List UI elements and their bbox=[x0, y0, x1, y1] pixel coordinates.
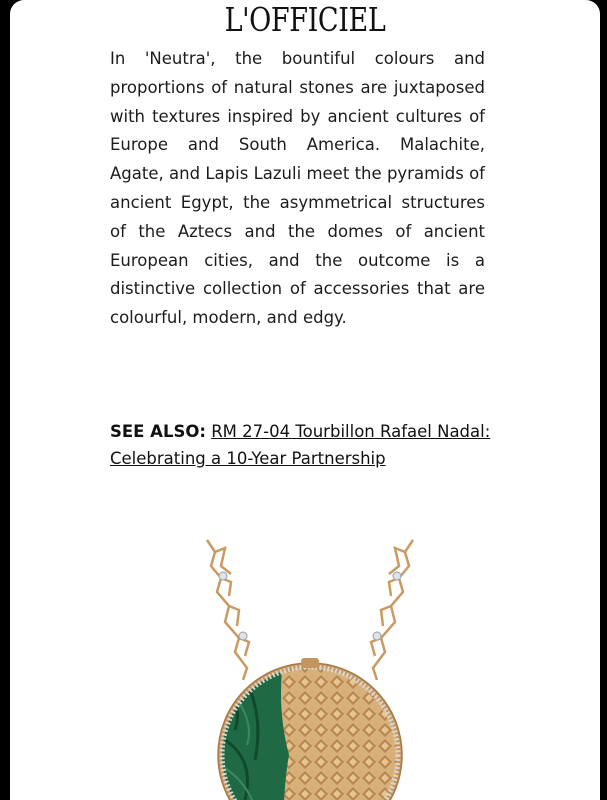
see-also bbox=[110, 418, 510, 472]
see-also-link[interactable]: RM 27-04 Tourbillon Rafael Nadal: Celebrating a 10-Year Partnership bbox=[110, 422, 491, 468]
brand-logo[interactable]: L'OFFICIEL bbox=[224, 0, 386, 39]
left-chain bbox=[207, 540, 249, 680]
right-chain bbox=[371, 540, 413, 680]
article-paragraph: In 'Neutra', the bountiful colours and proportions of natural stones are juxtaposed with textures inspired by ancient cultures of Europe and South America. Malachite, Agate, and Lapis Lazuli meet the pyramids of ancient Egypt, the asymmetrical structures of the Aztecs and the domes of ancient European cities, and the outcome is a distinctive collection of accessories that are colourful, modern, and edgy. bbox=[110, 49, 485, 328]
article-page bbox=[10, 0, 600, 800]
necklace-image bbox=[185, 530, 435, 800]
see-also-label: SEE ALSO: bbox=[110, 422, 206, 441]
